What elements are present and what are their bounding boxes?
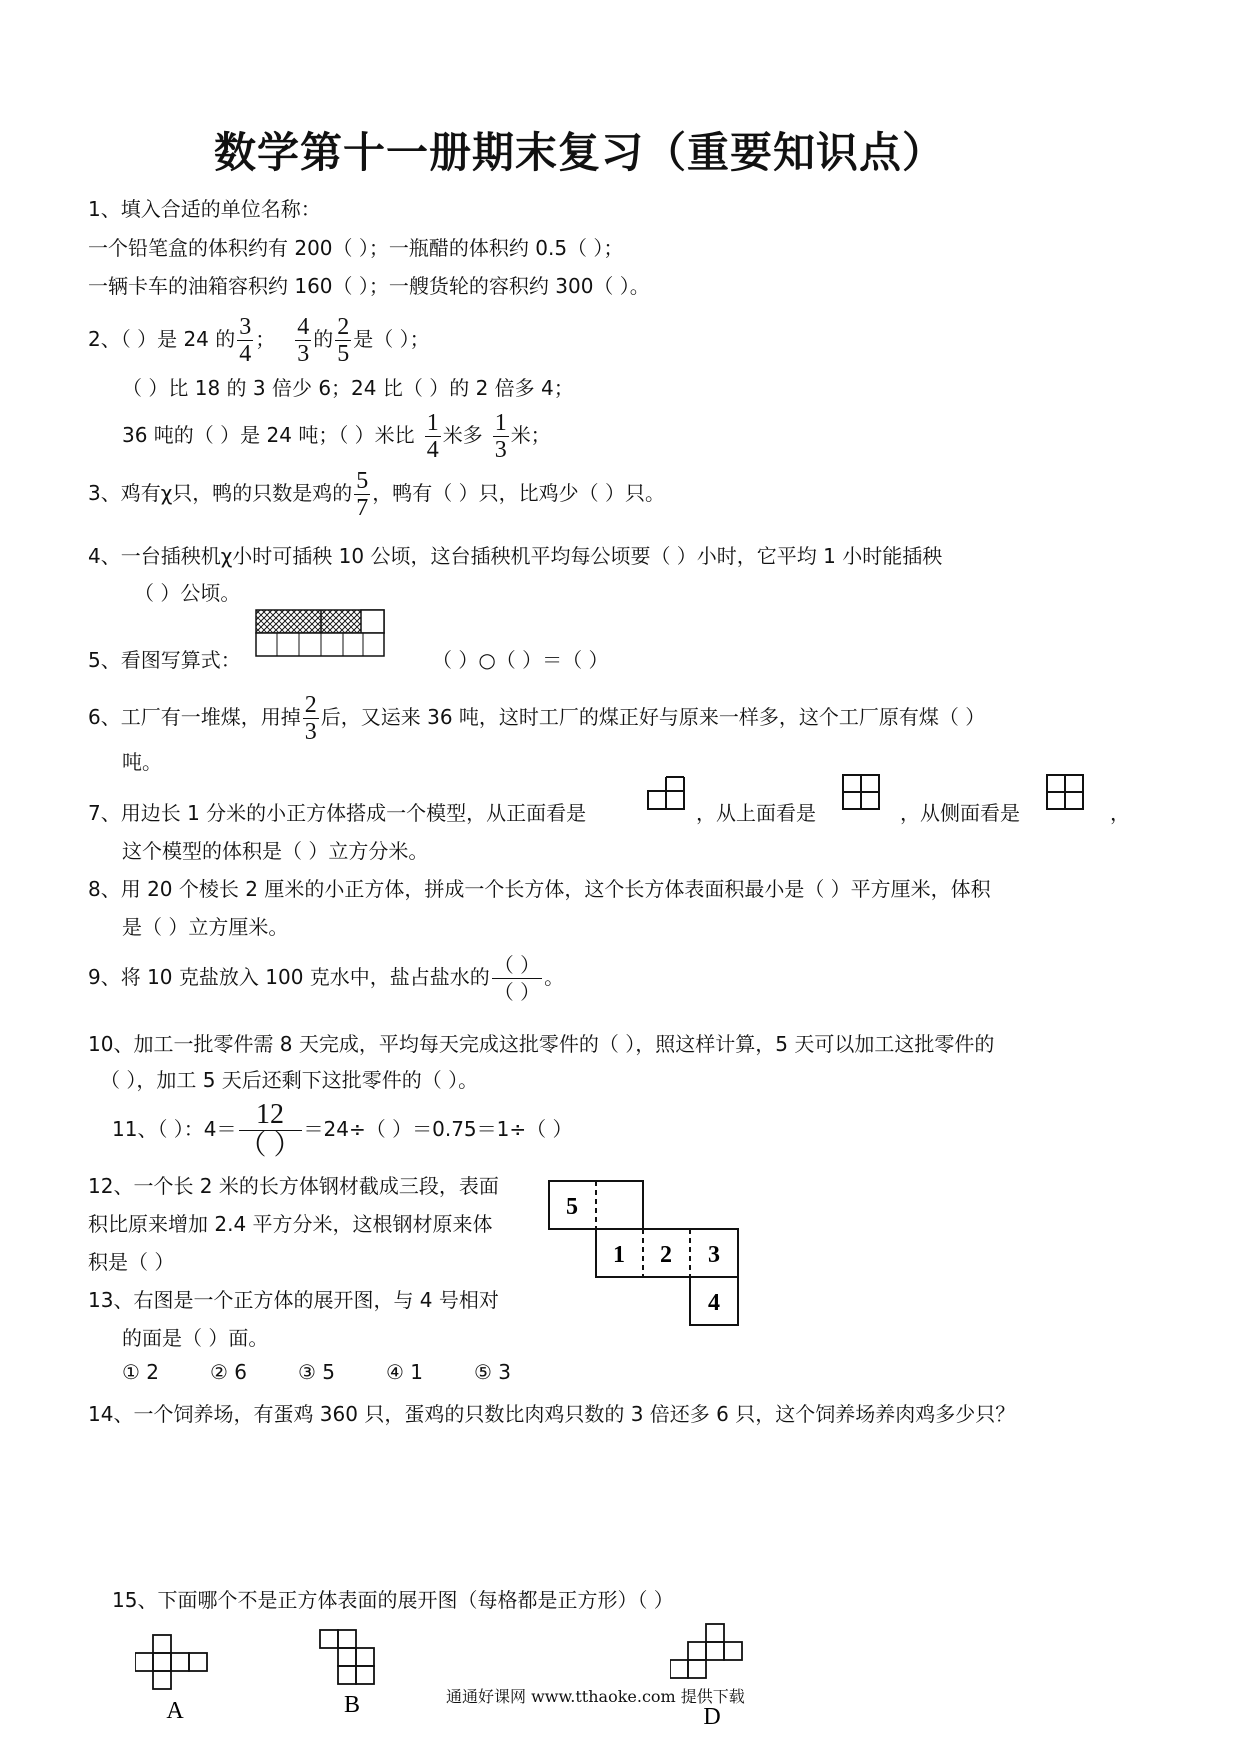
page-title: 数学第十一册期末复习（重要知识点） <box>214 128 946 177</box>
net-option-label: B <box>343 1692 361 1718</box>
q13-option: ③ 5 <box>298 1360 336 1384</box>
net-option-d <box>670 1622 750 1732</box>
q9-text-b: 。 <box>544 965 565 989</box>
q11-text-a: 11、（ ）：4＝ <box>112 1117 237 1141</box>
q10-line-a: 10、加工一批零件需 8 天完成，平均每天完成这批零件的（ ），照这样计算，5 天可以加工这批零件的 <box>88 1032 995 1056</box>
q14-line: 14、一个饲养场，有蛋鸡 360 只，蛋鸡的只数比肉鸡只数的 3 倍还多 6 只，这个饲养场养肉鸡多少只？ <box>88 1402 1016 1426</box>
q15-line: 15、下面哪个不是正方体表面的展开图（每格都是正方形）（ ） <box>112 1588 674 1612</box>
q1-line-b: 一辆卡车的油箱容积约 160（ ）；一艘货轮的容积约 300（ ）。 <box>88 274 650 298</box>
fraction: $\frac{1}{4}$ <box>426 410 439 463</box>
net-option-label: D <box>703 1704 721 1730</box>
q11-text-b: ＝24÷（ ）＝0.75＝1÷（ ） <box>303 1117 573 1141</box>
q7-text-c: ，从侧面看是 <box>900 801 1020 825</box>
net-label: 3 <box>708 1242 720 1268</box>
q13-option: ① 2 <box>122 1360 160 1384</box>
q13-line-b: 的面是（ ）面。 <box>122 1326 269 1350</box>
q8-line-b: 是（ ）立方厘米。 <box>122 915 289 939</box>
q1-line-a: 一个铅笔盒的体积约有 200（ ）；一瓶醋的体积约 0.5（ ）； <box>88 236 624 260</box>
q2-text-4: 是（ ）； <box>353 327 430 351</box>
q2-line-1 <box>88 314 430 367</box>
q10-line-b: （ ），加工 5 天后还剩下这批零件的（ ）。 <box>100 1068 479 1092</box>
q1-heading: 1、填入合适的单位名称： <box>88 197 321 221</box>
q2-line3-c: 米； <box>510 423 551 447</box>
q12-line-b: 积比原来增加 2.4 平方分米，这根钢材原来体 <box>88 1212 493 1236</box>
q5-label: 5、看图写算式： <box>88 648 241 672</box>
net-option-a <box>135 1633 215 1723</box>
q4-line-a: 4、一台插秧机χ小时可插秧 10 公顷，这台插秧机平均每公顷要（ ）小时，它平均 1 小时能插秧 <box>88 544 943 568</box>
top-view-figure <box>842 774 882 812</box>
q13-option: ④ 1 <box>386 1360 424 1384</box>
fraction: $\frac{2}{5}$ <box>337 314 350 367</box>
q3-text-b: ，鸭有（ ）只，比鸡少（ ）只。 <box>372 481 665 505</box>
q6-text-a: 6、工厂有一堆煤，用掉 <box>88 705 301 729</box>
q2-line-2: （ ）比 18 的 3 倍少 6；24 比（ ）的 2 倍多 4； <box>122 376 574 400</box>
q8-line-a: 8、用 20 个棱长 2 厘米的小正方体，拼成一个长方体，这个长方体表面积最小是（ ）平方厘米，体积 <box>88 877 991 901</box>
q7-text-a: 7、用边长 1 分米的小正方体搭成一个模型，从正面看是 <box>88 801 587 825</box>
q5-equation: （ ）○（ ）＝（ ） <box>432 648 609 672</box>
q2-line3-a: 36 吨的（ ）是 24 吨；（ ）米比 <box>122 423 415 447</box>
fraction: $\frac{5}{7}$ <box>356 468 369 521</box>
fraction: $\frac{4}{3}$ <box>297 314 310 367</box>
q12-line-c: 积是（ ） <box>88 1250 175 1274</box>
q12-line-a: 12、一个长 2 米的长方体钢材截成三段，表面 <box>88 1174 499 1198</box>
net-label: 1 <box>613 1242 625 1268</box>
q4-line-b: （ ）公顷。 <box>134 581 241 605</box>
net-label: 2 <box>660 1242 672 1268</box>
net-option-label: A <box>166 1698 184 1723</box>
cube-net-figure <box>548 1180 748 1332</box>
q6-text-b: 后，又运来 36 吨，这时工厂的煤正好与原来一样多，这个工厂原有煤（ ） <box>320 705 986 729</box>
q13-option: ⑤ 3 <box>474 1360 512 1384</box>
q2-line3-b: 米多 <box>442 423 483 447</box>
hatched-grid-figure <box>255 609 387 659</box>
fraction: $\frac{12}{( )}$ <box>238 1099 302 1161</box>
net-option-b <box>318 1628 398 1718</box>
q2-line-3 <box>122 410 551 463</box>
q2-text-1: 2、（ ）是 24 的 <box>88 327 236 351</box>
q7-text-b: ，从上面看是 <box>696 801 816 825</box>
footer-credit: 通通好课网 www.tthaoke.com 提供下载 <box>446 1687 745 1706</box>
q9-text-a: 9、将 10 克盐放入 100 克水中，盐占盐水的 <box>88 965 490 989</box>
q7-text-e: 这个模型的体积是（ ）立方分米。 <box>122 839 429 863</box>
q9-line <box>88 952 564 1005</box>
fraction: $\frac{2}{3}$ <box>304 692 317 745</box>
q3-line <box>88 468 665 521</box>
q7-text-d: ， <box>1110 801 1130 825</box>
net-label: 4 <box>708 1290 720 1316</box>
q13-options <box>122 1360 562 1384</box>
q11-line <box>112 1100 572 1161</box>
q2-text-2: ； <box>255 327 276 351</box>
q13-line-a: 13、右图是一个正方体的展开图，与 4 号相对 <box>88 1288 499 1312</box>
q6-line-c: 吨。 <box>122 750 162 774</box>
q3-text-a: 3、鸡有χ只，鸭的只数是鸡的 <box>88 481 353 505</box>
q13-option: ② 6 <box>210 1360 248 1384</box>
front-view-figure <box>647 776 687 812</box>
q2-text-3: 的 <box>313 327 334 351</box>
q6-line <box>88 692 985 745</box>
fraction: $\frac{3}{4}$ <box>239 314 252 367</box>
fraction: $\frac{( )}{( )}$ <box>493 953 541 1004</box>
fraction: $\frac{1}{3}$ <box>494 410 507 463</box>
net-label: 5 <box>566 1194 578 1220</box>
side-view-figure <box>1046 774 1086 812</box>
